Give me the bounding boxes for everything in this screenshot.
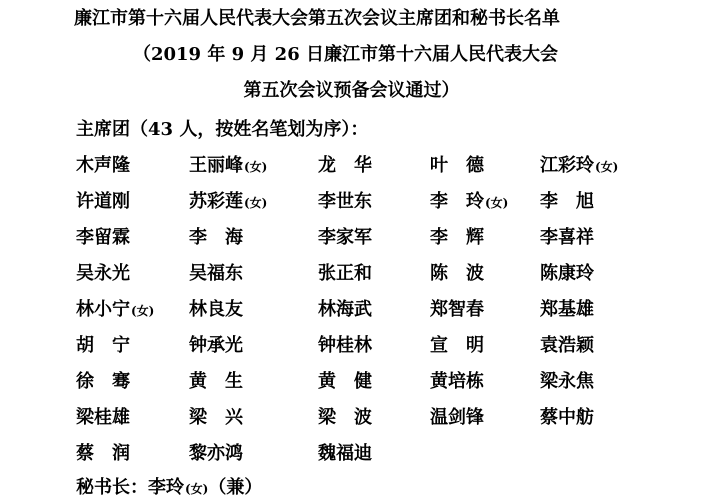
presidium-member [540,151,618,177]
presidium-member [189,331,243,357]
presidium-member [189,259,243,285]
member-name: 张正和 [318,263,372,284]
member-name: 吴福东 [189,263,243,284]
female-tag: (女) [131,304,155,318]
member-name: 钟桂林 [318,335,372,356]
presidium-member [189,403,243,429]
presidium-member [430,295,484,321]
presidium-member [189,187,267,213]
member-name: 黄培栋 [430,371,484,392]
presidium-member [318,151,372,177]
presidium-member [430,403,484,429]
member-name: 苏彩莲 [189,191,243,212]
member-name: 李家军 [318,227,372,248]
presidium-member [430,187,508,213]
presidium-member [318,367,372,393]
member-name: 胡 宁 [76,335,130,356]
presidium-member [318,403,372,429]
member-name: 黎亦鸿 [189,443,243,464]
presidium-heading: 主席团（43 人，按姓名笔划为序）： [76,119,369,140]
presidium-member [76,187,130,213]
member-name: 李喜祥 [540,227,594,248]
presidium-member [76,259,130,285]
presidium-member [540,259,594,285]
member-name: 李 旭 [540,191,594,212]
member-name: 袁浩颖 [540,335,594,356]
member-name: 李世东 [318,191,372,212]
presidium-member [540,223,594,249]
member-name: 王丽峰 [189,155,243,176]
secretary-general-line [76,473,262,499]
document-title: 廉江市第十六届人民代表大会第五次会议主席团和秘书长名单 [74,8,560,29]
member-name: 林小宁 [76,299,130,320]
member-name: 温剑锋 [430,407,484,428]
presidium-member [76,331,130,357]
member-name: 江彩玲 [540,155,594,176]
presidium-member [430,367,484,393]
presidium-member [430,223,484,249]
female-tag: (女) [244,196,268,210]
member-name: 宣 明 [430,335,484,356]
member-name: 陈 波 [430,263,484,284]
member-name: 林海武 [318,299,372,320]
presidium-member [540,403,594,429]
member-name: 黄 生 [189,371,243,392]
member-name: 龙 华 [318,155,372,176]
member-name: 梁永焦 [540,371,594,392]
presidium-member [189,367,243,393]
member-name: 黄 健 [318,371,372,392]
member-name: 李 玲 [430,191,484,212]
document-subtitle-line1: （2019 年 9 月 26 日廉江市第十六届人民代表大会 [132,44,558,65]
presidium-member [76,367,130,393]
member-name: 李 辉 [430,227,484,248]
presidium-member [189,151,267,177]
presidium-member [189,439,243,465]
member-name: 陈康玲 [540,263,594,284]
member-name: 叶 德 [430,155,484,176]
presidium-member [189,295,243,321]
secretary-general-suffix: （兼） [208,477,263,498]
member-name: 徐 骞 [76,371,130,392]
member-name: 林良友 [189,299,243,320]
female-tag: (女) [595,160,619,174]
member-name: 许道刚 [76,191,130,212]
presidium-member [430,151,484,177]
presidium-member [76,403,130,429]
document-subtitle-line2: 第五次会议预备会议通过） [243,80,460,101]
member-name: 吴永光 [76,263,130,284]
presidium-member [318,223,372,249]
secretary-general-label: 秘书长：李玲 [76,477,184,498]
presidium-member [318,331,372,357]
presidium-member [76,295,154,321]
female-tag: (女) [185,482,209,496]
member-name: 梁桂雄 [76,407,130,428]
member-name: 蔡中舫 [540,407,594,428]
female-tag: (女) [485,196,509,210]
member-name: 梁 兴 [189,407,243,428]
presidium-member [318,295,372,321]
presidium-member [318,439,372,465]
member-name: 李 海 [189,227,243,248]
presidium-member [540,331,594,357]
presidium-member [189,223,243,249]
presidium-member [76,439,130,465]
presidium-member [430,331,484,357]
female-tag: (女) [244,160,268,174]
member-name: 郑智春 [430,299,484,320]
presidium-member [76,223,130,249]
presidium-member [430,259,484,285]
member-name: 钟承光 [189,335,243,356]
member-name: 木声隆 [76,155,130,176]
member-name: 魏福迪 [318,443,372,464]
presidium-member [540,367,594,393]
member-name: 蔡 润 [76,443,130,464]
presidium-member [540,187,594,213]
member-name: 梁 波 [318,407,372,428]
member-name: 郑基雄 [540,299,594,320]
presidium-member [540,295,594,321]
presidium-member [76,151,130,177]
presidium-member [318,259,372,285]
presidium-member [318,187,372,213]
member-name: 李留霖 [76,227,130,248]
